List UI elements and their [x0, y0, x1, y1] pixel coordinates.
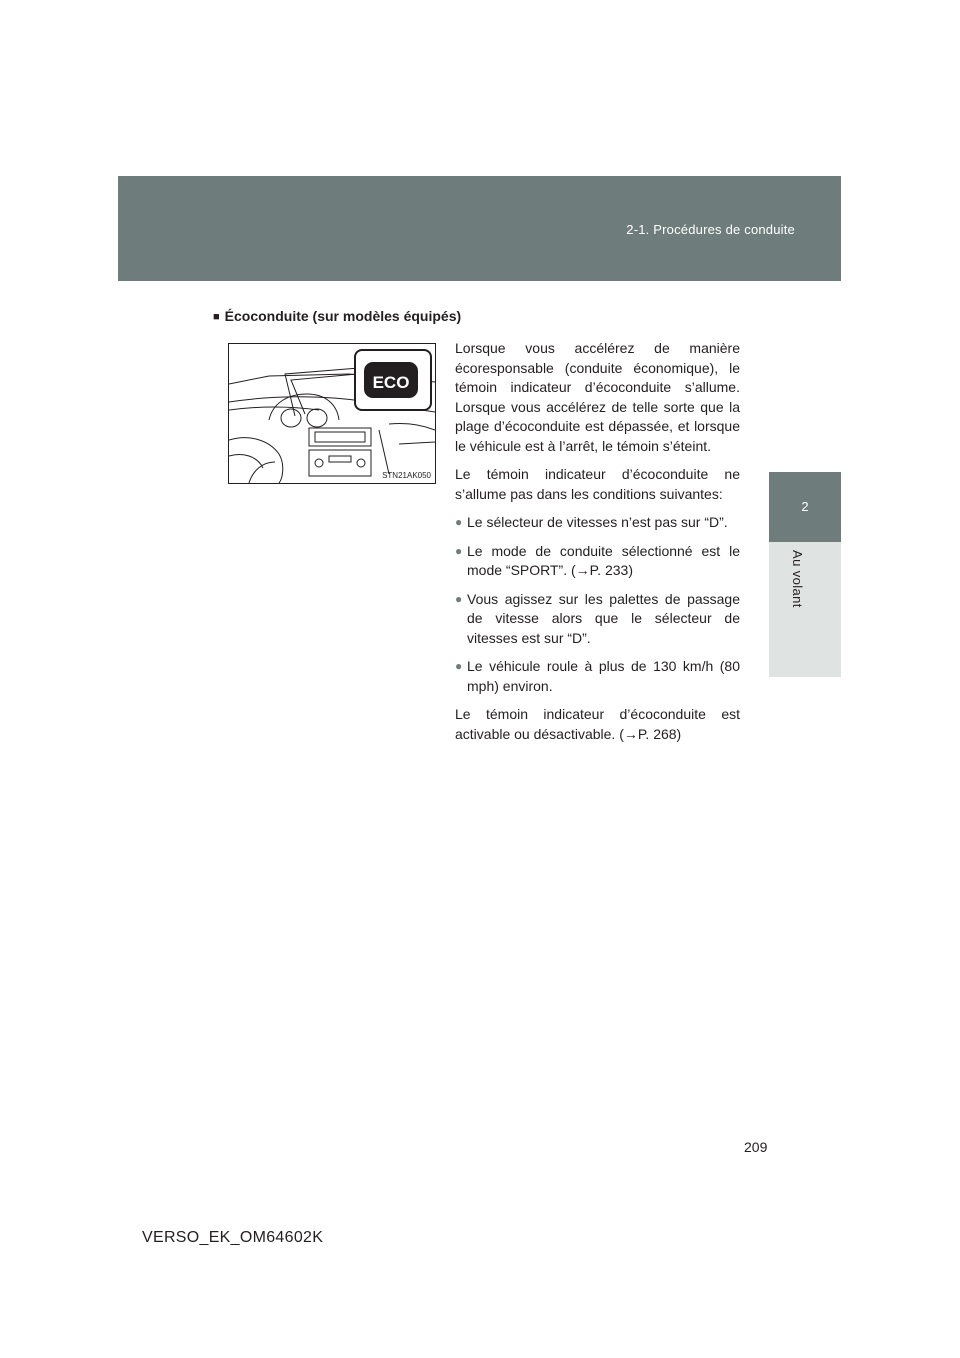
circle-bullet-icon: ●	[455, 591, 463, 606]
chapter-tab-number: 2	[801, 499, 809, 514]
document-code: VERSO_EK_OM64602K	[142, 1229, 324, 1246]
dashboard-illustration	[228, 343, 436, 484]
circle-bullet-icon: ●	[455, 515, 463, 529]
section-heading-text: Écoconduite (sur modèles équipés)	[224, 308, 462, 324]
list-item	[455, 513, 740, 533]
paragraph-1: Lorsque vous accélérez de manière écoresponsable (conduite économique), le témoin indicateur d’écoconduite s’allume. Lorsque vous accélérez de telle sorte que la plage d’écoconduite est dépassée, et lorsque le véhicule est à l’arrêt, le témoin s’éteint.	[455, 340, 740, 454]
figure-code: STN21AK050	[382, 471, 431, 480]
list-item-text: Le mode de conduite sélectionné est le mode “SPORT”. (→P. 233)	[467, 542, 740, 578]
paragraph-2: Le témoin indicateur d’écoconduite ne s’allume pas dans les conditions suivantes:	[455, 466, 740, 502]
list-item	[455, 542, 740, 581]
page-number: 209	[744, 1139, 768, 1155]
header-band	[118, 176, 841, 281]
circle-bullet-icon: ●	[455, 543, 463, 558]
list-item	[455, 590, 740, 649]
paragraph-3: Le témoin indicateur d’écoconduite est activable ou désactivable. (→P. 268)	[455, 706, 740, 742]
chapter-tab	[769, 472, 841, 542]
list-item-text: Vous agissez sur les palettes de passage de vitesse alors que le sélecteur de vitesses est sur “D”.	[467, 590, 740, 646]
chapter-section-title: 2-1. Procédures de conduite	[626, 222, 795, 237]
list-item-text: Le sélecteur de vitesses n’est pas sur “D”.	[467, 514, 728, 530]
circle-bullet-icon: ●	[455, 659, 463, 673]
list-item	[455, 657, 740, 696]
list-item-text: Le véhicule roule à plus de 130 km/h (80 mph) environ.	[467, 658, 740, 694]
section-heading	[213, 308, 461, 324]
dashboard-drawing	[229, 344, 435, 483]
chapter-tab-label-area	[769, 542, 841, 677]
body-text	[455, 339, 740, 753]
chapter-tab-label: Au volant	[790, 550, 805, 608]
square-bullet-icon: ■	[213, 311, 220, 323]
eco-indicator-icon: ECO	[372, 373, 410, 392]
